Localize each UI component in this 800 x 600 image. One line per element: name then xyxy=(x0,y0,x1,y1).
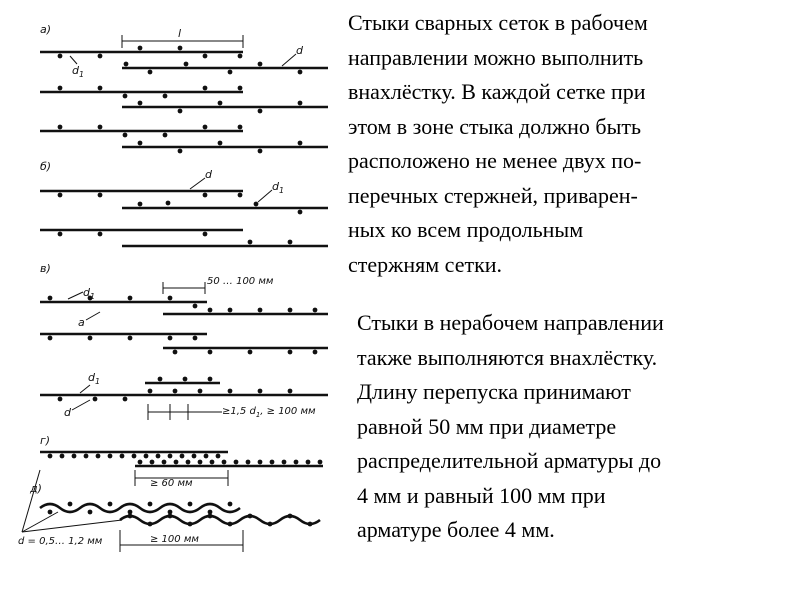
label-a: а) xyxy=(40,23,52,36)
cross-bar-dot xyxy=(68,502,73,507)
dimension-15d1 xyxy=(148,404,316,420)
cross-bar-dot xyxy=(173,350,178,355)
cross-bar-dot xyxy=(248,514,253,519)
cross-bar-dot xyxy=(298,210,303,215)
cross-bar-dot xyxy=(98,125,103,130)
cross-bars-g xyxy=(48,454,323,465)
cross-bar-dot xyxy=(258,460,263,465)
splice-a-row2 xyxy=(40,92,328,107)
cross-bar-dot xyxy=(228,522,233,527)
label-v: в) xyxy=(40,262,51,275)
cross-bars-v1 xyxy=(48,296,318,355)
label-d1-v: $d_1$ xyxy=(83,286,96,301)
cross-bar-dot xyxy=(254,202,259,207)
cross-bar-dot xyxy=(258,62,263,67)
paragraph1-line: Стыки сварных сеток в рабочем xyxy=(348,10,648,35)
dim-100-label: ≥ 100 мм xyxy=(150,534,199,545)
cross-bar-dot xyxy=(108,502,113,507)
label-d-b: d xyxy=(205,168,212,181)
paragraph1-line: направлении можно выполнить xyxy=(348,44,644,70)
cross-bar-dot xyxy=(98,86,103,91)
cross-bar-dot xyxy=(208,308,213,313)
paragraph2-line: распределительной арматуры до xyxy=(357,448,662,473)
dim-15d1-label: ≥1,5 $d_1$, ≥ 100 мм xyxy=(222,406,316,419)
cross-bar-dot xyxy=(58,193,63,198)
splice-d-wavy xyxy=(40,504,320,524)
cross-bar-dot xyxy=(270,460,275,465)
mesh-splice-diagram xyxy=(0,0,340,600)
label-d-section: д) xyxy=(30,482,42,495)
cross-bar-dot xyxy=(208,350,213,355)
cross-bar-dot xyxy=(96,454,101,459)
cross-bar-dot xyxy=(258,109,263,114)
cross-bar-dot xyxy=(203,54,208,59)
cross-bar-dot xyxy=(128,514,133,519)
cross-bar-dot xyxy=(193,336,198,341)
cross-bar-dot xyxy=(258,149,263,154)
label-d-a: d xyxy=(296,44,303,57)
cross-bar-dot xyxy=(203,86,208,91)
dimension-l xyxy=(122,27,243,48)
cross-bar-dot xyxy=(210,460,215,465)
splice-a-row3 xyxy=(40,131,328,147)
cross-bar-dot xyxy=(288,350,293,355)
cross-bar-dot xyxy=(248,240,253,245)
cross-bar-dot xyxy=(58,86,63,91)
cross-bar-dot xyxy=(246,460,251,465)
paragraph1-line: расположено не менее двух по- xyxy=(348,148,642,173)
cross-bar-dot xyxy=(98,193,103,198)
cross-bar-dot xyxy=(258,308,263,313)
paragraph2-line: Длину перепуска принимают xyxy=(357,379,631,404)
paragraph-nonworking-direction xyxy=(357,306,797,548)
cross-bar-dot xyxy=(123,94,128,99)
cross-bar-dot xyxy=(132,454,137,459)
cross-bar-dot xyxy=(168,296,173,301)
cross-bar-dot xyxy=(298,70,303,75)
cross-bars-a xyxy=(58,46,303,154)
cross-bar-dot xyxy=(138,101,143,106)
cross-bar-dot xyxy=(58,232,63,237)
d-range-label: d = 0,5… 1,2 мм xyxy=(18,536,103,547)
cross-bar-dot xyxy=(306,460,311,465)
cross-bar-dot xyxy=(173,389,178,394)
cross-bar-dot xyxy=(308,522,313,527)
label-d1-a: $d_1$ xyxy=(72,64,85,79)
cross-bar-dot xyxy=(178,149,183,154)
paragraph2-line: 4 мм и равный 100 мм при xyxy=(357,482,606,508)
paragraph1-line: ных ко всем продольным xyxy=(348,217,584,242)
cross-bar-dot xyxy=(294,460,299,465)
cross-bar-dot xyxy=(174,460,179,465)
cross-bar-dot xyxy=(168,514,173,519)
cross-bar-dot xyxy=(188,522,193,527)
cross-bar-dot xyxy=(123,133,128,138)
cross-bar-dot xyxy=(58,397,63,402)
cross-bar-dot xyxy=(238,54,243,59)
cross-bar-dot xyxy=(288,514,293,519)
cross-bar-dot xyxy=(168,336,173,341)
cross-bar-dot xyxy=(198,460,203,465)
cross-bar-dot xyxy=(183,377,188,382)
cross-bar-dot xyxy=(288,308,293,313)
cross-bar-dot xyxy=(48,336,53,341)
cross-bar-dot xyxy=(198,389,203,394)
cross-bar-dot xyxy=(282,460,287,465)
label-d1-v2: $d_1$ xyxy=(88,371,101,386)
cross-bar-dot xyxy=(88,510,93,515)
cross-bar-dot xyxy=(48,454,53,459)
dimension-60 xyxy=(135,470,228,489)
splice-b-row1 xyxy=(40,191,328,208)
paragraph2-line: равной 50 мм при диаметре xyxy=(357,413,617,439)
cross-bar-dot xyxy=(60,454,65,459)
dimension-50-100 xyxy=(163,276,274,294)
cross-bar-dot xyxy=(158,377,163,382)
cross-bar-dot xyxy=(203,193,208,198)
cross-bar-dot xyxy=(228,389,233,394)
paragraph1-line: стержням сетки. xyxy=(348,251,503,277)
label-d1-b: $d_1$ xyxy=(272,180,285,195)
cross-bar-dot xyxy=(203,125,208,130)
cross-bar-dot xyxy=(72,454,77,459)
cross-bar-dot xyxy=(120,454,125,459)
cross-bar-dot xyxy=(248,350,253,355)
cross-bar-dot xyxy=(108,454,113,459)
label-a-v: а xyxy=(78,316,85,329)
cross-bar-dot xyxy=(138,141,143,146)
cross-bar-dot xyxy=(288,389,293,394)
cross-bar-dot xyxy=(98,232,103,237)
cross-bar-dot xyxy=(148,70,153,75)
label-d-v2: d xyxy=(64,406,71,419)
cross-bar-dot xyxy=(208,514,213,519)
dimension-100 xyxy=(120,530,243,552)
leader-d-range xyxy=(22,470,122,532)
cross-bar-dot xyxy=(298,141,303,146)
cross-bar-dot xyxy=(148,502,153,507)
label-b: б) xyxy=(40,160,52,173)
cross-bar-dot xyxy=(180,454,185,459)
cross-bar-dot xyxy=(178,109,183,114)
cross-bar-dot xyxy=(228,502,233,507)
cross-bar-dot xyxy=(193,304,198,309)
cross-bar-dot xyxy=(58,125,63,130)
cross-bar-dot xyxy=(88,336,93,341)
cross-bar-dot xyxy=(228,70,233,75)
paragraph1-line: внахлёстку. В каждой сетке при xyxy=(348,79,646,104)
cross-bar-dot xyxy=(148,522,153,527)
cross-bar-dot xyxy=(228,308,233,313)
cross-bar-dot xyxy=(222,460,227,465)
paragraph2-line: арматуре более 4 мм. xyxy=(357,517,555,542)
cross-bar-dot xyxy=(288,240,293,245)
cross-bar-dot xyxy=(124,62,129,67)
cross-bar-dot xyxy=(188,502,193,507)
cross-bar-dot xyxy=(163,133,168,138)
cross-bar-dot xyxy=(186,460,191,465)
cross-bar-dot xyxy=(168,454,173,459)
cross-bar-dot xyxy=(318,460,323,465)
splice-b-row2 xyxy=(40,230,328,246)
paragraph2-line: также выполняются внахлёстку. xyxy=(357,344,658,370)
paragraph-working-direction xyxy=(348,6,788,282)
cross-bar-dot xyxy=(218,141,223,146)
cross-bar-dot xyxy=(268,522,273,527)
dim-60-label: ≥ 60 мм xyxy=(150,478,193,489)
cross-bar-dot xyxy=(148,389,153,394)
cross-bar-dot xyxy=(238,193,243,198)
cross-bar-dot xyxy=(123,397,128,402)
cross-bar-dot xyxy=(98,54,103,59)
cross-bar-dot xyxy=(93,397,98,402)
cross-bar-dot xyxy=(204,454,209,459)
cross-bar-dot xyxy=(138,46,143,51)
cross-bar-dot xyxy=(203,232,208,237)
paragraph1-line: этом в зоне стыка должно быть xyxy=(348,113,642,139)
cross-bar-dot xyxy=(48,510,53,515)
cross-bar-dot xyxy=(258,389,263,394)
cross-bar-dot xyxy=(166,201,171,206)
cross-bar-dot xyxy=(178,46,183,51)
cross-bar-dot xyxy=(208,377,213,382)
cross-bar-dot xyxy=(128,336,133,341)
cross-bar-dot xyxy=(163,94,168,99)
cross-bar-dot xyxy=(144,454,149,459)
dim-50-100-label: 50 … 100 мм xyxy=(207,276,274,287)
cross-bar-dot xyxy=(218,101,223,106)
cross-bar-dot xyxy=(192,454,197,459)
cross-bar-dot xyxy=(48,296,53,301)
cross-bar-dot xyxy=(128,296,133,301)
splice-v-row2 xyxy=(40,383,328,395)
cross-bar-dot xyxy=(150,460,155,465)
cross-bar-dot xyxy=(138,202,143,207)
cross-bars-b xyxy=(58,193,303,245)
cross-bar-dot xyxy=(184,62,189,67)
cross-bar-dot xyxy=(234,460,239,465)
cross-bar-dot xyxy=(162,460,167,465)
label-g: г) xyxy=(40,434,51,447)
paragraph1-line: перечных стержней, приварен- xyxy=(348,182,638,208)
cross-bar-dot xyxy=(138,460,143,465)
splice-a-row1 xyxy=(40,52,328,68)
dim-l-label: l xyxy=(178,27,182,40)
cross-bar-dot xyxy=(156,454,161,459)
cross-bar-dot xyxy=(238,86,243,91)
cross-bar-dot xyxy=(298,101,303,106)
cross-bar-dot xyxy=(84,454,89,459)
cross-bar-dot xyxy=(58,54,63,59)
cross-bar-dot xyxy=(313,350,318,355)
paragraph2-line: Стыки в нерабочем направлении xyxy=(357,310,664,335)
cross-bar-dot xyxy=(313,308,318,313)
cross-bar-dot xyxy=(216,454,221,459)
cross-bar-dot xyxy=(238,125,243,130)
